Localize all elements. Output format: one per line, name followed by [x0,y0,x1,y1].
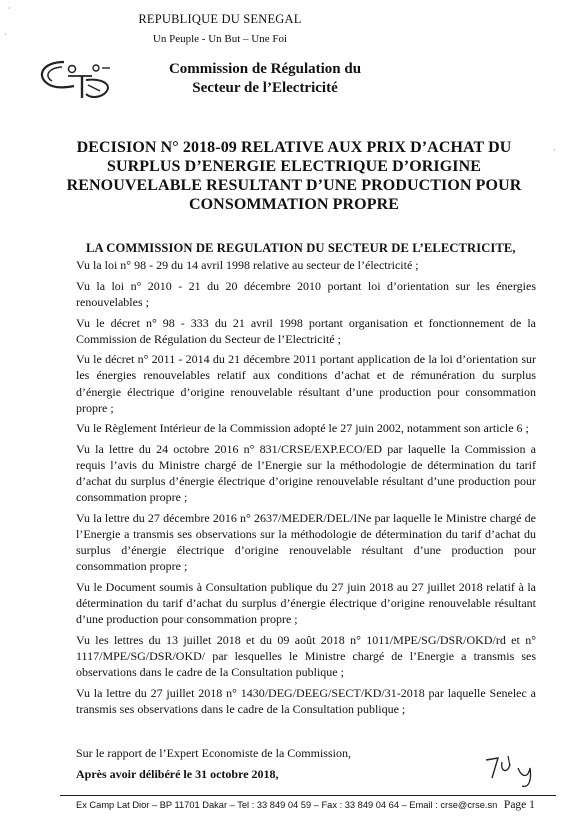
title-line-3: RENOUVELABLE RESULTANT D’UNE PRODUCTION POUR [66,177,522,194]
footer [76,799,556,811]
commission-line-1: Commission de Régulation du [168,61,362,77]
visa-paragraph: Vu le Document soumis à Consultation publique du 27 juin 2018 au 27 juillet 2018 relatif à la détermination du tarif d’achat du surplus d’énergie électrique d’origine renouvelable résultant d’une production pour consommation propre ; [76,579,536,627]
crse-logo-icon [34,58,124,104]
visa-paragraph: Vu la lettre du 24 octobre 2016 n° 831/CRSE/EXP.ECO/ED par laquelle la Commission a requis l’avis du Ministre chargé de l’Energie sur la méthodologie de détermination du tarif d’achat du surplus d’énergie électrique d’origine renouvelable résultant d’une production pour consommation propre ; [76,442,536,505]
scan-speck: · [553,146,556,155]
visa-paragraph: Vu le Règlement Intérieur de la Commission adopté le 27 juin 2002, notamment son article 6 ; [76,421,529,436]
page-number: Page 1 [503,799,535,811]
decision-title [30,138,558,214]
visa-paragraph: Vu la loi n° 2010 - 21 du 20 décembre 2010 portant loi d’orientation sur les énergies renouvelables ; [76,278,536,309]
visa-paragraph: Vu la lettre du 27 décembre 2016 n° 2637/MEDER/DEL/INe par laquelle le Ministre chargé de l’Energie a transmis ses observations sur la méthodologie de détermination du tarif d’achat du surplus d’énergie électrique d’origine renouvelable résultant d’une production pour consommation propre ; [76,510,536,574]
body-heading: LA COMMISSION DE REGULATION DU SECTEUR DE L’ELECTRICITE, [86,241,516,255]
title-line-2: SURPLUS D’ENERGIE ELECTRIQUE D’ORIGINE [106,158,482,175]
report-line: Sur le rapport de l’Expert Economiste de la Commission, [76,746,351,760]
closing-block [76,745,476,782]
visa-paragraph: Vu la lettre du 27 juillet 2018 n° 1430/DEG/DEEG/SECT/KD/31-2018 par laquelle Senelec a transmis ses observations dans le cadre de la Consultation publique ; [76,685,536,716]
commission-name [120,60,410,98]
visa-paragraph: Vu la loi n° 98 - 29 du 14 avril 1998 relative au secteur de l’électricité ; [76,258,419,273]
national-motto: Un Peuple - Un But – Une Foi [152,33,288,45]
footer-divider [60,795,556,796]
handwritten-initials-icon [478,752,558,788]
visa-paragraph: Vu les lettres du 13 juillet 2018 et du 09 août 2018 n° 1011/MPE/SG/DSR/OKD/rd et n° 1117/MPE/SG/DSR/OKD/ par lesquelles le Ministre chargé de l’Energie a transmis ses observations dans le cadre de la Consultation publique ; [76,632,536,679]
commission-line-2: Secteur de l’Electricité [192,80,338,96]
visa-paragraph: Vu le décret n° 98 - 333 du 21 avril 1998 portant organisation et fonctionnement de la Commission de Régulation du Secteur de l’Electricité ; [76,315,536,346]
scan-speck: · [8,4,11,13]
title-line-4: CONSOMMATION PROPRE [188,196,400,213]
visa-paragraph: Vu le décret n° 2011 - 2014 du 21 décembre 2011 portant application de la loi d’orientation sur les énergies renouvelables relatif aux conditions d’achat et de rémunération du surplus d’énergie électrique d’origine renouvelable résultant d’une production pour consommation propre ; [76,352,536,415]
republic-header: REPUBLIQUE DU SENEGAL [138,12,302,26]
decision-body [76,240,536,721]
title-line-1: DECISION N° 2018-09 RELATIVE AUX PRIX D’ACHAT DU [76,139,512,156]
deliberation-line: Après avoir délibéré le 31 octobre 2018, [76,767,279,781]
footer-contact: Ex Camp Lat Dior – BP 11701 Dakar – Tel : 33 849 04 59 – Fax : 33 849 04 64 – Email : crse@crse.sn [76,800,498,810]
scan-speck: · [4,30,7,39]
